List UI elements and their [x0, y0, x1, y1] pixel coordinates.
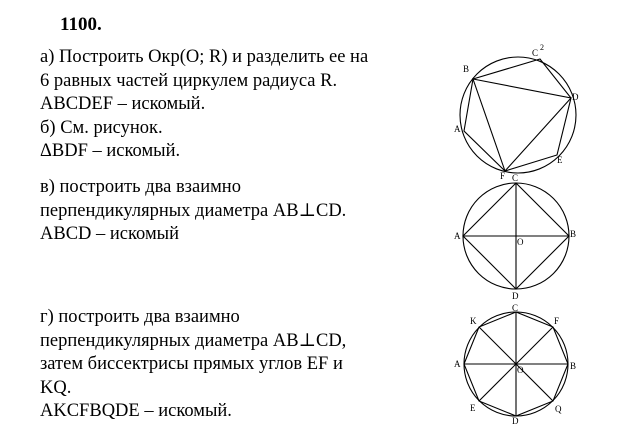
part-g-line-2: перпендикулярных диаметра AB⊥CD,: [40, 330, 347, 351]
part-a-line-2: 6 равных частей циркулем радиуса R.: [40, 70, 338, 91]
fig3-label-k: K: [470, 316, 477, 326]
fig3-label-e: E: [470, 403, 476, 413]
fig3-label-o: O: [517, 365, 524, 375]
fig2-label-a: A: [454, 231, 461, 241]
fig2-label-d: D: [512, 291, 519, 301]
figure-octagon: [464, 312, 568, 416]
fig3-label-d: D: [512, 416, 519, 426]
part-g-line-4: KQ.: [40, 377, 72, 398]
fig3-label-a: A: [454, 359, 461, 369]
fig2-label-c: C: [512, 173, 519, 183]
part-g-line-3: затем биссектрисы прямых углов EF и: [40, 354, 343, 374]
fig3-label-f: F: [554, 316, 560, 326]
fig2-label-o: O: [517, 237, 524, 247]
fig1-label-c: C: [532, 48, 539, 58]
problem-number: 1100.: [60, 14, 102, 35]
fig3-label-c: C: [512, 303, 519, 313]
part-v-line-2: перпендикулярных диаметра AB⊥CD.: [40, 200, 347, 221]
fig2-labels: [454, 173, 576, 301]
fig1-label-f: F: [500, 171, 506, 181]
part-v-line-1: в) построить два взаимно: [40, 177, 241, 197]
part-a-line-3: ABCDEF – искомый.: [40, 94, 206, 114]
fig1-label-d: D: [572, 92, 579, 102]
fig2-label-b: B: [570, 229, 577, 239]
fig3-label-q: Q: [555, 404, 562, 414]
part-b-line-1: б) См. рисунок.: [40, 117, 163, 138]
fig1-label-c-sup: 2: [540, 43, 544, 52]
fig1-label-b: B: [463, 64, 470, 74]
fig1-labels: [454, 43, 579, 181]
part-v-line-3: ABCD – искомый: [40, 224, 179, 244]
figure-square: [463, 183, 569, 289]
part-g-line-5: AKCFBQDE – искомый.: [40, 401, 232, 421]
part-g-line-1: г) построить два взаимно: [40, 307, 240, 327]
part-b-line-2: ΔBDF – искомый.: [40, 141, 181, 161]
part-a-line-1: а) Построить Окр(O; R) и разделить ее на: [40, 47, 369, 67]
fig3-label-b: B: [570, 361, 577, 371]
fig1-label-e: E: [557, 155, 563, 165]
fig1-label-a: A: [454, 124, 461, 134]
